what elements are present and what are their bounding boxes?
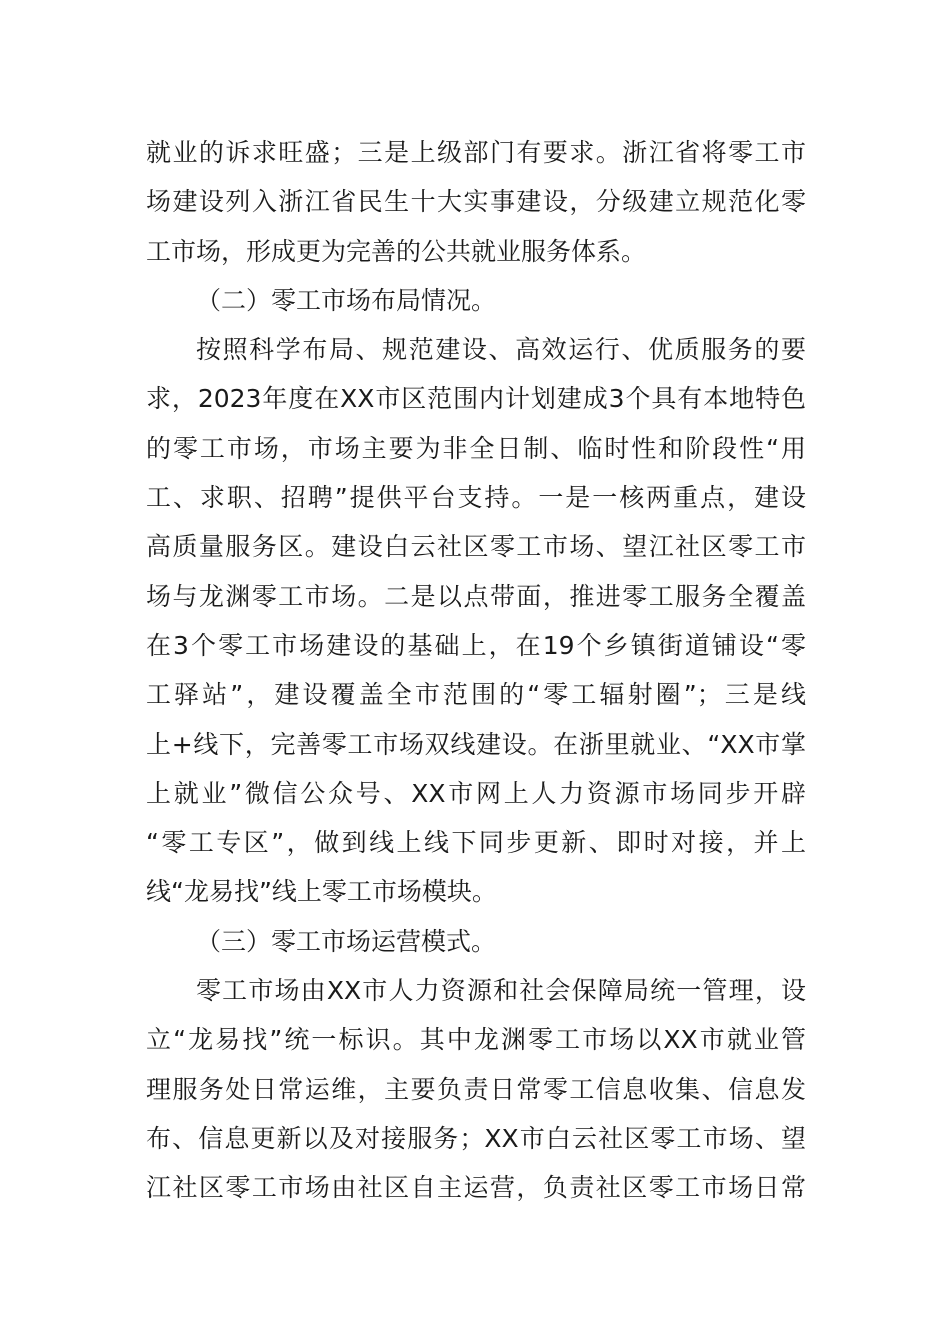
paragraph-1-line-1: 就业的诉求旺盛；三是上级部门有要求。浙江省将零工市 bbox=[146, 138, 806, 167]
paragraph-2-line-7: 在3个零工市场建设的基础上，在19个乡镇街道铺设“零 bbox=[146, 630, 806, 660]
paragraph-3-line-3: 理服务处日常运维，主要负责日常零工信息收集、信息发 bbox=[146, 1074, 806, 1104]
section-heading-2: （二）零工市场布局情况。 bbox=[196, 285, 497, 315]
paragraph-2-line-8: 工驿站”，建设覆盖全市范围的“零工辐射圈”；三是线 bbox=[146, 680, 806, 710]
paragraph-2-line-9: 上+线下，完善零工市场双线建设。在浙里就业、“XX市掌 bbox=[146, 729, 806, 759]
paragraph-2-line-3: 的零工市场，市场主要为非全日制、临时性和阶段性“用 bbox=[146, 433, 806, 463]
paragraph-2-line-2: 求，2023年度在XX市区范围内计划建成3个具有本地特色 bbox=[146, 384, 806, 414]
paragraph-2-line-11: “零工专区”，做到线上线下同步更新、即时对接，并上 bbox=[146, 828, 806, 858]
paragraph-3-line-2: 立“龙易找”统一标识。其中龙渊零工市场以XX市就业管 bbox=[146, 1025, 806, 1055]
paragraph-3-line-4: 布、信息更新以及对接服务；XX市白云社区零工市场、望 bbox=[146, 1123, 806, 1153]
paragraph-3-line-1: 零工市场由XX市人力资源和社会保障局统一管理，设 bbox=[196, 976, 806, 1006]
paragraph-3-line-5: 江社区零工市场由社区自主运营，负责社区零工市场日常 bbox=[146, 1173, 806, 1203]
paragraph-1-line-3: 工市场，形成更为完善的公共就业服务体系。 bbox=[146, 236, 647, 266]
document-body bbox=[146, 128, 806, 1213]
paragraph-2-line-5: 高质量服务区。建设白云社区零工市场、望江社区零工市 bbox=[146, 532, 806, 562]
paragraph-2-line-6: 场与龙渊零工市场。二是以点带面，推进零工服务全覆盖 bbox=[146, 581, 806, 611]
paragraph-2-line-10: 上就业”微信公众号、XX市网上人力资源市场同步开辟 bbox=[146, 778, 806, 808]
paragraph-2-line-12: 线“龙易找”线上零工市场模块。 bbox=[146, 877, 497, 907]
paragraph-2-line-4: 工、求职、招聘”提供平台支持。一是一核两重点，建设 bbox=[146, 483, 806, 513]
paragraph-2-line-1: 按照科学布局、规范建设、高效运行、优质服务的要 bbox=[196, 335, 806, 365]
section-heading-3: （三）零工市场运营模式。 bbox=[196, 926, 497, 956]
paragraph-1-line-2: 场建设列入浙江省民生十大实事建设，分级建立规范化零 bbox=[146, 187, 806, 217]
